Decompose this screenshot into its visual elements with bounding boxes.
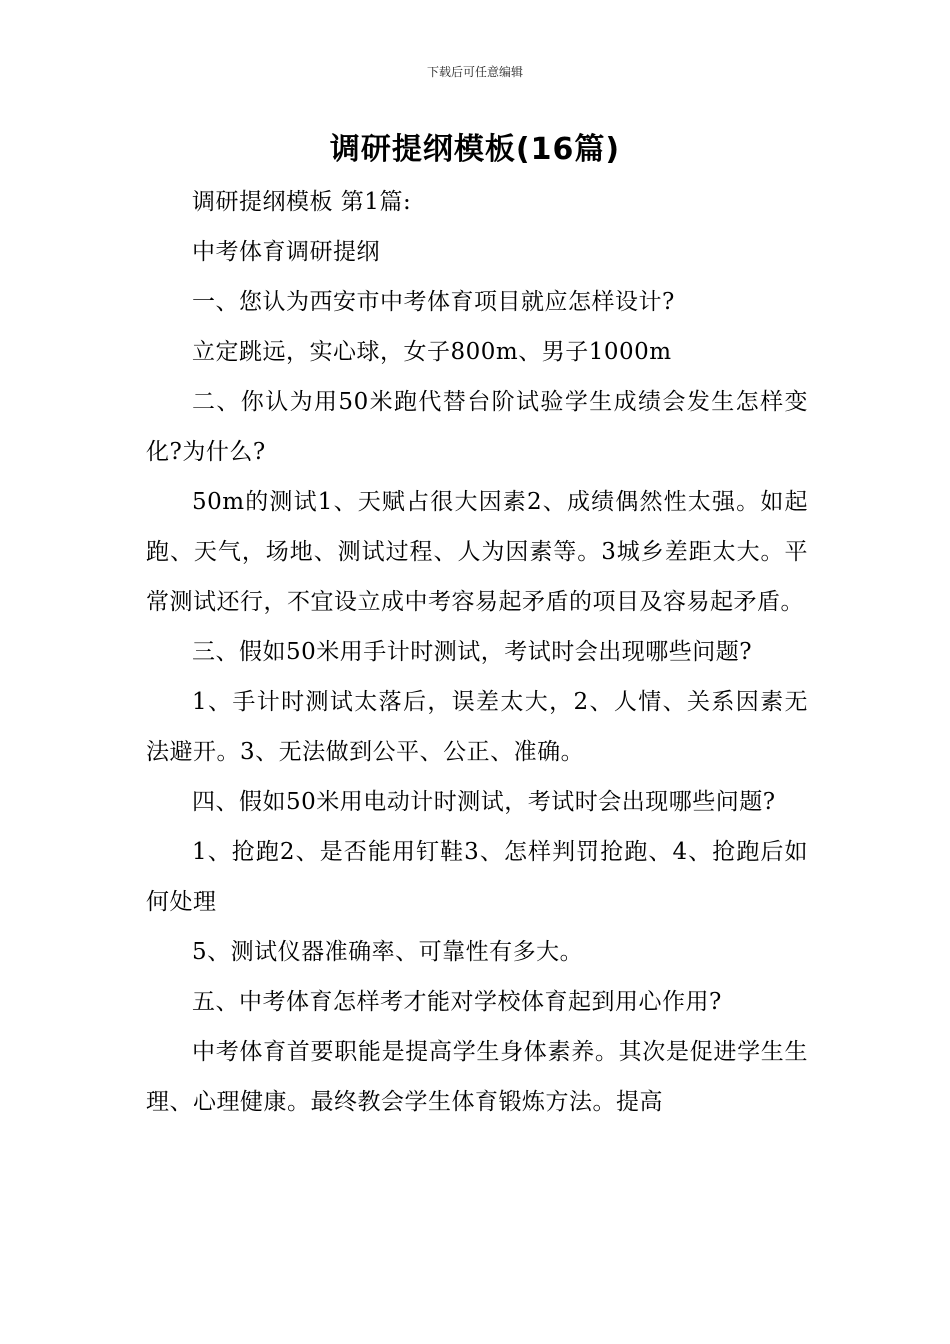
paragraph-question-2: 二、你认为用50米跑代替台阶试验学生成绩会发生怎样变化?为什么? bbox=[146, 389, 808, 465]
paragraph-answer-3: 1、手计时测试太落后，误差太大，2、人情、关系因素无法避开。3、无法做到公平、公正、准确。 bbox=[146, 689, 808, 765]
document-title: 调研提纲模板(16篇) bbox=[329, 132, 621, 167]
paragraph-answer-4b: 5、测试仪器准确率、可靠性有多大。 bbox=[192, 939, 584, 965]
paragraph-section-heading: 调研提纲模板 第1篇: bbox=[192, 189, 412, 215]
header-note: 下载后可任意编辑 bbox=[426, 65, 523, 79]
paragraph-answer-5: 中考体育首要职能是提高学生身体素养。其次是促进学生生理、心理健康。最终教会学生体育锻炼方法。提高 bbox=[146, 1039, 808, 1115]
paragraph-answer-1: 立定跳远，实心球，女子800m、男子1000m bbox=[192, 339, 672, 365]
paragraph-question-5: 五、中考体育怎样考才能对学校体育起到用心作用? bbox=[192, 989, 722, 1015]
document-body bbox=[146, 177, 808, 1127]
paragraph-answer-2: 50m的测试1、天赋占很大因素2、成绩偶然性太强。如起跑、天气，场地、测试过程、人为因素等。3城乡差距太大。平常测试还行，不宜设立成中考容易起矛盾的项目及容易起矛盾。 bbox=[146, 489, 808, 615]
paragraph-question-3: 三、假如50米用手计时测试，考试时会出现哪些问题? bbox=[192, 639, 753, 665]
paragraph-question-1: 一、您认为西安市中考体育项目就应怎样设计? bbox=[192, 289, 675, 315]
paragraph-question-4: 四、假如50米用电动计时测试，考试时会出现哪些问题? bbox=[192, 789, 776, 815]
paragraph-subtitle: 中考体育调研提纲 bbox=[192, 239, 380, 265]
paragraph-answer-4a: 1、抢跑2、是否能用钉鞋3、怎样判罚抢跑、4、抢跑后如何处理 bbox=[146, 839, 808, 915]
